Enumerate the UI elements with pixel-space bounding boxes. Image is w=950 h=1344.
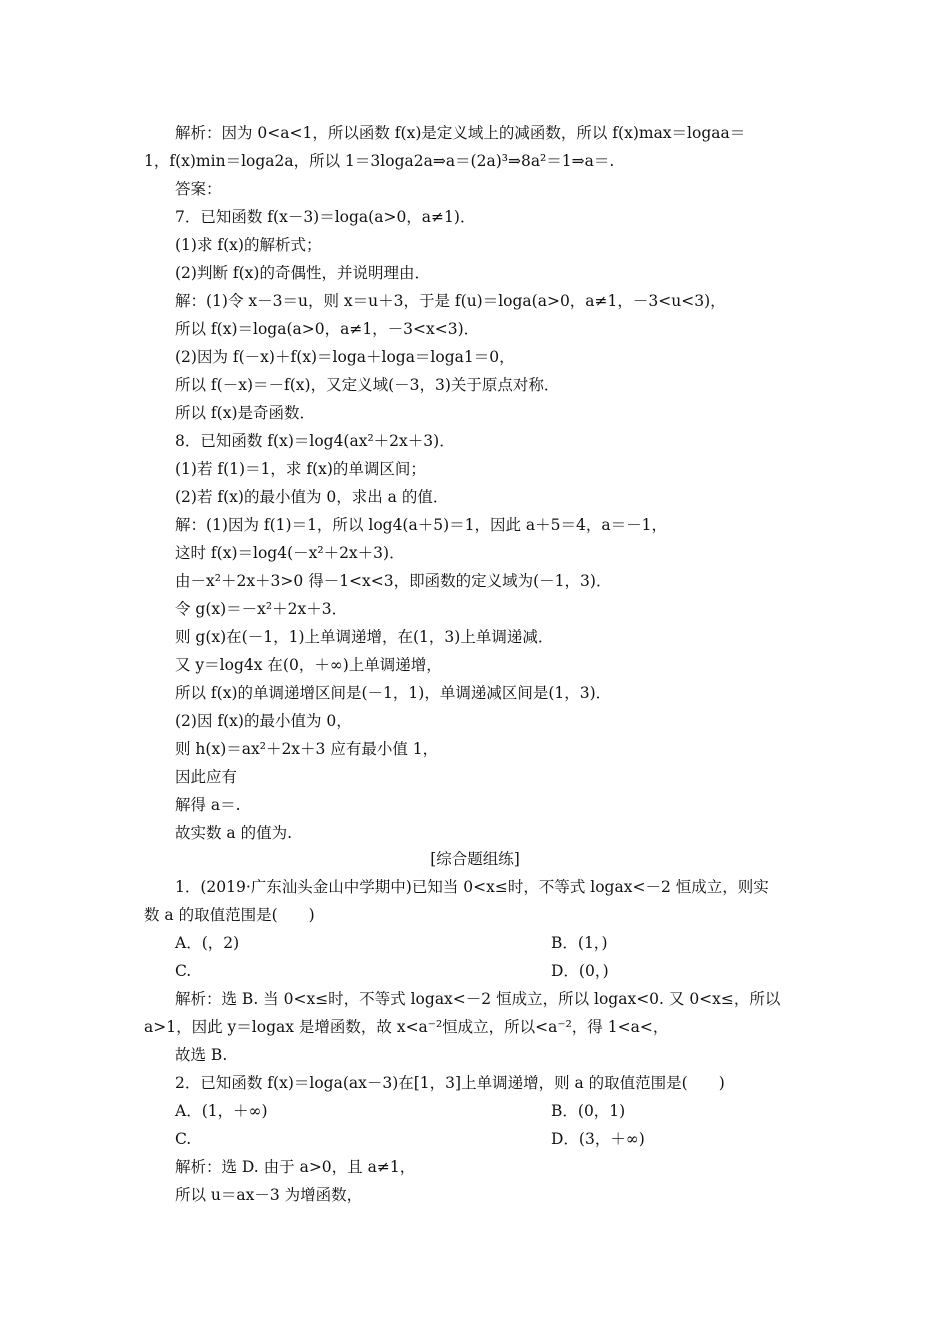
text-line: 所以 f(x)＝loga(a>0，a≠1，－3<x<3)． [175,320,480,338]
text-line: 则 g(x)在(－1，1)上单调递增，在(1，3)上单调递减． [175,628,554,646]
choice-c: C. [175,1130,192,1148]
text-line: 令 g(x)＝－x²＋2x＋3． [175,600,348,618]
text-line: (2)若 f(x)的最小值为 0，求出 a 的值． [175,488,449,506]
problem-8: 8．已知函数 f(x)＝log4(ax²＋2x＋3)． [175,432,455,450]
text-line: 解析：因为 0<a<1，所以函数 f(x)是定义域上的减函数，所以 f(x)max＝logaa＝ [175,124,746,142]
choice-a: A．(，2) [175,934,240,952]
text-line: 则 h(x)＝ax²＋2x＋3 应有最小值 1， [175,740,439,758]
text-line: 数 a 的取值范围是( ) [144,906,315,924]
problem-7: 7．已知函数 f(x－3)＝loga(a>0，a≠1)． [175,208,476,226]
text-line: 故实数 a 的值为. [175,824,293,842]
text-line: 解：(1)因为 f(1)＝1，所以 log4(a＋5)＝1，因此 a＋5＝4，a＝－1， [175,516,667,534]
text-line: 所以 f(x)是奇函数． [175,404,316,422]
choice-d: D．(0，) [551,962,609,980]
problem-1: 1．(2019·广东汕头金山中学期中)已知当 0<x≤时，不等式 logax<－2 恒成立，则实 [175,878,769,896]
text-line: 又 y＝log4x 在(0，＋∞)上单调递增， [175,656,442,674]
section-heading: [综合题组练] [430,850,520,868]
text-line: 解析：选 D. 由于 a>0，且 a≠1， [175,1158,416,1176]
choice-a: A．(1，＋∞) [175,1102,268,1120]
text-line: 答案： [175,180,222,198]
text-line: 由－x²＋2x＋3>0 得－1<x<3，即函数的定义域为(－1，3)． [175,572,612,590]
text-line: 解得 a＝. [175,796,241,814]
text-line: 解：(1)令 x－3＝u，则 x＝u＋3，于是 f(u)＝loga(a>0，a≠1，－3<u<3)， [175,292,726,310]
choice-b: B．(0，1) [551,1102,626,1120]
text-line: 这时 f(x)＝log4(－x²＋2x＋3)． [175,544,405,562]
text-line: a>1，因此 y＝logax 是增函数，故 x<a⁻²恒成立，所以<a⁻²，得 1<a<， [144,1018,669,1036]
text-line: (2)因为 f(－x)＋f(x)＝loga＋loga＝loga1＝0， [175,348,515,366]
text-line: (1)若 f(1)＝1，求 f(x)的单调区间； [175,460,426,478]
text-line: 所以 f(x)的单调递增区间是(－1，1)，单调递减区间是(1，3)． [175,684,612,702]
text-line: (1)求 f(x)的解析式； [175,236,322,254]
text-line: (2)判断 f(x)的奇偶性，并说明理由． [175,264,430,282]
text-line: 所以 u＝ax－3 为增函数， [175,1186,363,1204]
text-line: 解析：选 B. 当 0<x≤时，不等式 logax<－2 恒成立，所以 logax<0. 又 0<x≤，所以 [175,990,781,1008]
choice-d: D．(3，＋∞) [551,1130,645,1148]
problem-2: 2．已知函数 f(x)＝loga(ax－3)在[1，3]上单调递增，则 a 的取值范围是( ) [175,1074,725,1092]
text-line: 1，f(x)min＝loga2a，所以 1＝3loga2a⇒a＝(2a)³⇒8a²＝1⇒a＝. [144,152,615,170]
choice-b: B．(1，) [551,934,608,952]
text-line: 因此应有 [175,768,238,786]
text-line: (2)因 f(x)的最小值为 0， [175,712,352,730]
text-line: 所以 f(－x)＝－f(x)，又定义域(－3，3)关于原点对称． [175,376,560,394]
text-line: 故选 B. [175,1046,228,1064]
choice-c: C. [175,962,192,980]
